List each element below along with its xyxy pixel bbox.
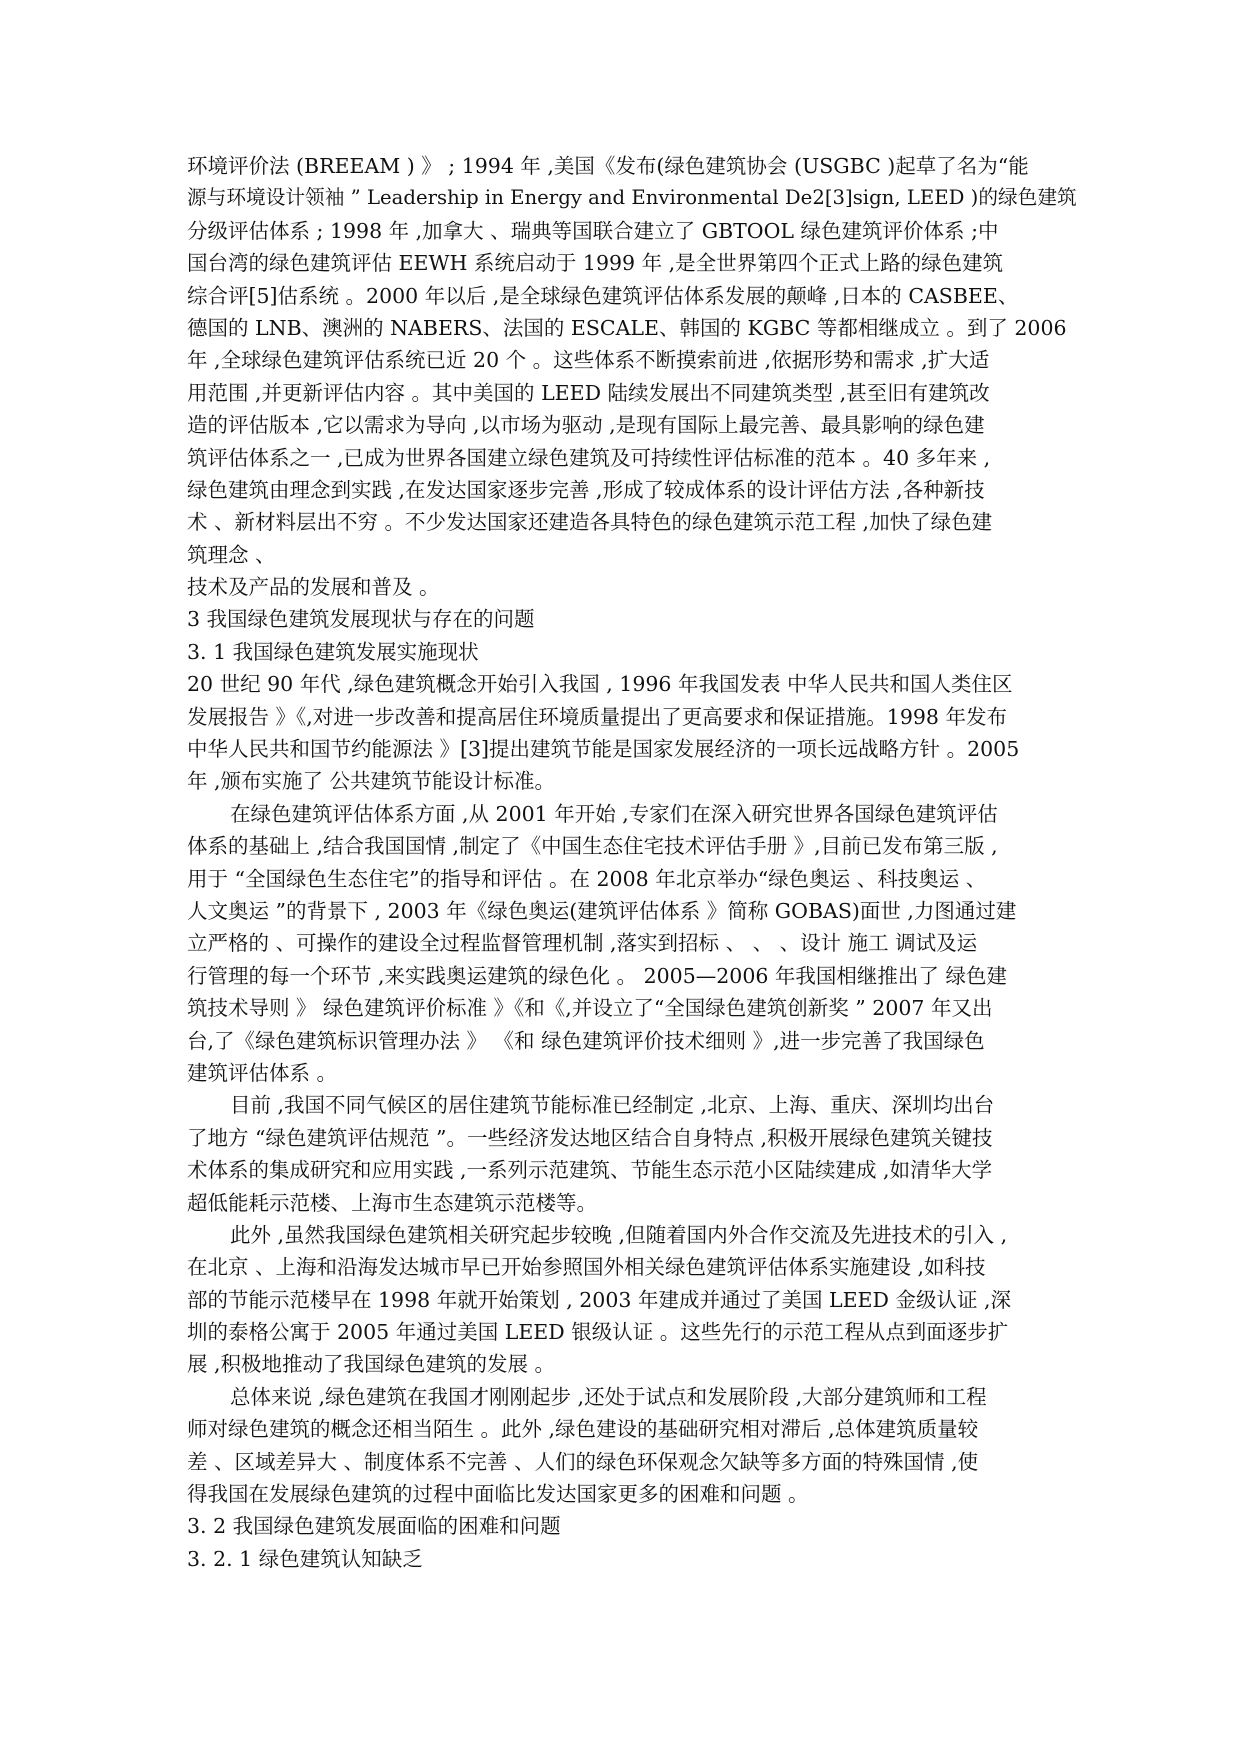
- text-line: 在北京 、上海和沿海发达城市早已开始参照国外相关绿色建筑评估体系实施建设 ,如科技: [187, 1255, 986, 1280]
- text-line: 了地方 “绿色建筑评估规范 ”。一些经济发达地区结合自身特点 ,积极开展绿色建筑关键技: [187, 1125, 993, 1150]
- text-line: 筑技术导则 》 绿色建筑评价标准 》《和《,并设立了“全国绿色建筑创新奖 ” 2007 年又出: [187, 996, 993, 1021]
- text-line: 筑评估体系之一 ,已成为世界各国建立绿色建筑及可持续性评估标准的范本 。40 多年来 ,: [187, 445, 991, 470]
- text-line: 展 ,积极地推动了我国绿色建筑的发展 。: [187, 1352, 556, 1377]
- document-body: [187, 150, 1077, 1575]
- text-line: 建筑评估体系 。: [187, 1060, 338, 1085]
- text-line: 筑理念 、: [187, 542, 276, 567]
- text-line: 技术及产品的发展和普及 。: [187, 575, 440, 600]
- text-line: 术体系的集成研究和应用实践 ,一系列示范建筑、节能生态示范小区陆续建成 ,如清华大学: [187, 1158, 993, 1183]
- section-heading-3-2-1: 3. 2. 1 绿色建筑认知缺乏: [187, 1546, 423, 1571]
- text-line: 师对绿色建筑的概念还相当陌生 。此外 ,绿色建设的基础研究相对滞后 ,总体建筑质量较: [187, 1417, 979, 1442]
- text-line: 20 世纪 90 年代 ,绿色建筑概念开始引入我国 , 1996 年我国发表 中华人民共和国人类住区: [187, 672, 1013, 697]
- paragraph-start: 总体来说 ,绿色建筑在我国才刚刚起步 ,还处于试点和发展阶段 ,大部分建筑师和工程: [230, 1384, 987, 1409]
- text-line: 部的节能示范楼早在 1998 年就开始策划 , 2003 年建成并通过了美国 LEED 金级认证 ,深: [187, 1287, 1011, 1312]
- text-line: 差 、区域差异大 、制度体系不完善 、人们的绿色环保观念欠缺等多方面的特殊国情 ,使: [187, 1449, 979, 1474]
- text-line: 行管理的每一个环节 ,来实践奥运建筑的绿色化 。 2005—2006 年我国相继推出了 绿色建: [187, 963, 1007, 988]
- text-line: 年 ,全球绿色建筑评估系统已近 20 个 。这些体系不断摸索前进 ,依据形势和需求 ,扩大适: [187, 348, 990, 373]
- text-line: 德国的 LNB、澳洲的 NABERS、法国的 ESCALE、韩国的 KGBC 等都相继成立 。到了 2006: [187, 315, 1067, 340]
- text-line: 年 ,颁布实施了 公共建筑节能设计标准。: [187, 769, 556, 794]
- text-line: 综合评[5]估系统 。2000 年以后 ,是全球绿色建筑评估体系发展的颠峰 ,日本的 CASBEE、: [187, 283, 1019, 308]
- text-line: 源与环境设计领袖 ” Leadership in Energy and Environmental De2[3]sign, LEED )的绿色建筑: [187, 186, 1077, 210]
- text-line: 分级评估体系 ; 1998 年 ,加拿大 、瑞典等国联合建立了 GBTOOL 绿色建筑评价体系 ;中: [187, 218, 999, 243]
- text-line: 中华人民共和国节约能源法 》[3]提出建筑节能是国家发展经济的一项长远战略方针 。2005: [187, 737, 1020, 762]
- paragraph-start: 目前 ,我国不同气候区的居住建筑节能标准已经制定 ,北京、上海、重庆、深圳均出台: [230, 1093, 995, 1118]
- text-line: 人文奥运 ”的背景下 , 2003 年《绿色奥运(建筑评估体系 》简称 GOBAS)面世 ,力图通过建: [187, 898, 1017, 923]
- text-line: 发展报告 》《,对进一步改善和提高居住环境质量提出了更高要求和保证措施。1998 年发布: [187, 704, 1007, 729]
- text-line: 立严格的 、可操作的建设全过程监督管理机制 ,落实到招标 、 、 、设计 施工 调试及运: [187, 931, 978, 956]
- text-line: 环境评价法 (BREEAM ) 》 ; 1994 年 ,美国《发布(绿色建筑协会 (USGBC )起草了名为“能: [187, 154, 1029, 178]
- text-line: 造的评估版本 ,它以需求为导向 ,以市场为驱动 ,是现有国际上最完善、最具影响的绿色建: [187, 413, 985, 438]
- text-line: 台,了《绿色建筑标识管理办法 》 《和 绿色建筑评价技术细则 》,进一步完善了我国绿色: [187, 1028, 985, 1053]
- text-line: 用范围 ,并更新评估内容 。其中美国的 LEED 陆续发展出不同建筑类型 ,甚至旧有建筑改: [187, 380, 990, 405]
- section-heading-3-2: 3. 2 我国绿色建筑发展面临的困难和问题: [187, 1514, 561, 1539]
- section-heading-3-1: 3. 1 我国绿色建筑发展实施现状: [187, 639, 479, 664]
- text-line: 绿色建筑由理念到实践 ,在发达国家逐步完善 ,形成了较成体系的设计评估方法 ,各种新技: [187, 477, 985, 502]
- paragraph-start: 在绿色建筑评估体系方面 ,从 2001 年开始 ,专家们在深入研究世界各国绿色建筑评估: [230, 801, 998, 826]
- paragraph-start: 此外 ,虽然我国绿色建筑相关研究起步较晚 ,但随着国内外合作交流及先进技术的引入 ,: [230, 1222, 1008, 1247]
- text-line: 体系的基础上 ,结合我国国情 ,制定了《中国生态住宅技术评估手册 》,目前已发布第三版 ,: [187, 834, 998, 859]
- text-line: 圳的泰格公寓于 2005 年通过美国 LEED 银级认证 。这些先行的示范工程从点到面逐步扩: [187, 1320, 1009, 1345]
- text-line: 国台湾的绿色建筑评估 EEWH 系统启动于 1999 年 ,是全世界第四个正式上路的绿色建筑: [187, 251, 1004, 276]
- section-heading-3: 3 我国绿色建筑发展现状与存在的问题: [187, 607, 535, 632]
- text-line: 得我国在发展绿色建筑的过程中面临比发达国家更多的困难和问题 。: [187, 1482, 809, 1507]
- text-line: 超低能耗示范楼、上海市生态建筑示范楼等。: [187, 1190, 597, 1215]
- text-line: 术 、新材料层出不穷 。不少发达国家还建造各具特色的绿色建筑示范工程 ,加快了绿色建: [187, 510, 993, 535]
- text-line: 用于 “全国绿色生态住宅”的指导和评估 。在 2008 年北京举办“绿色奥运 、科技奥运 、: [187, 866, 987, 891]
